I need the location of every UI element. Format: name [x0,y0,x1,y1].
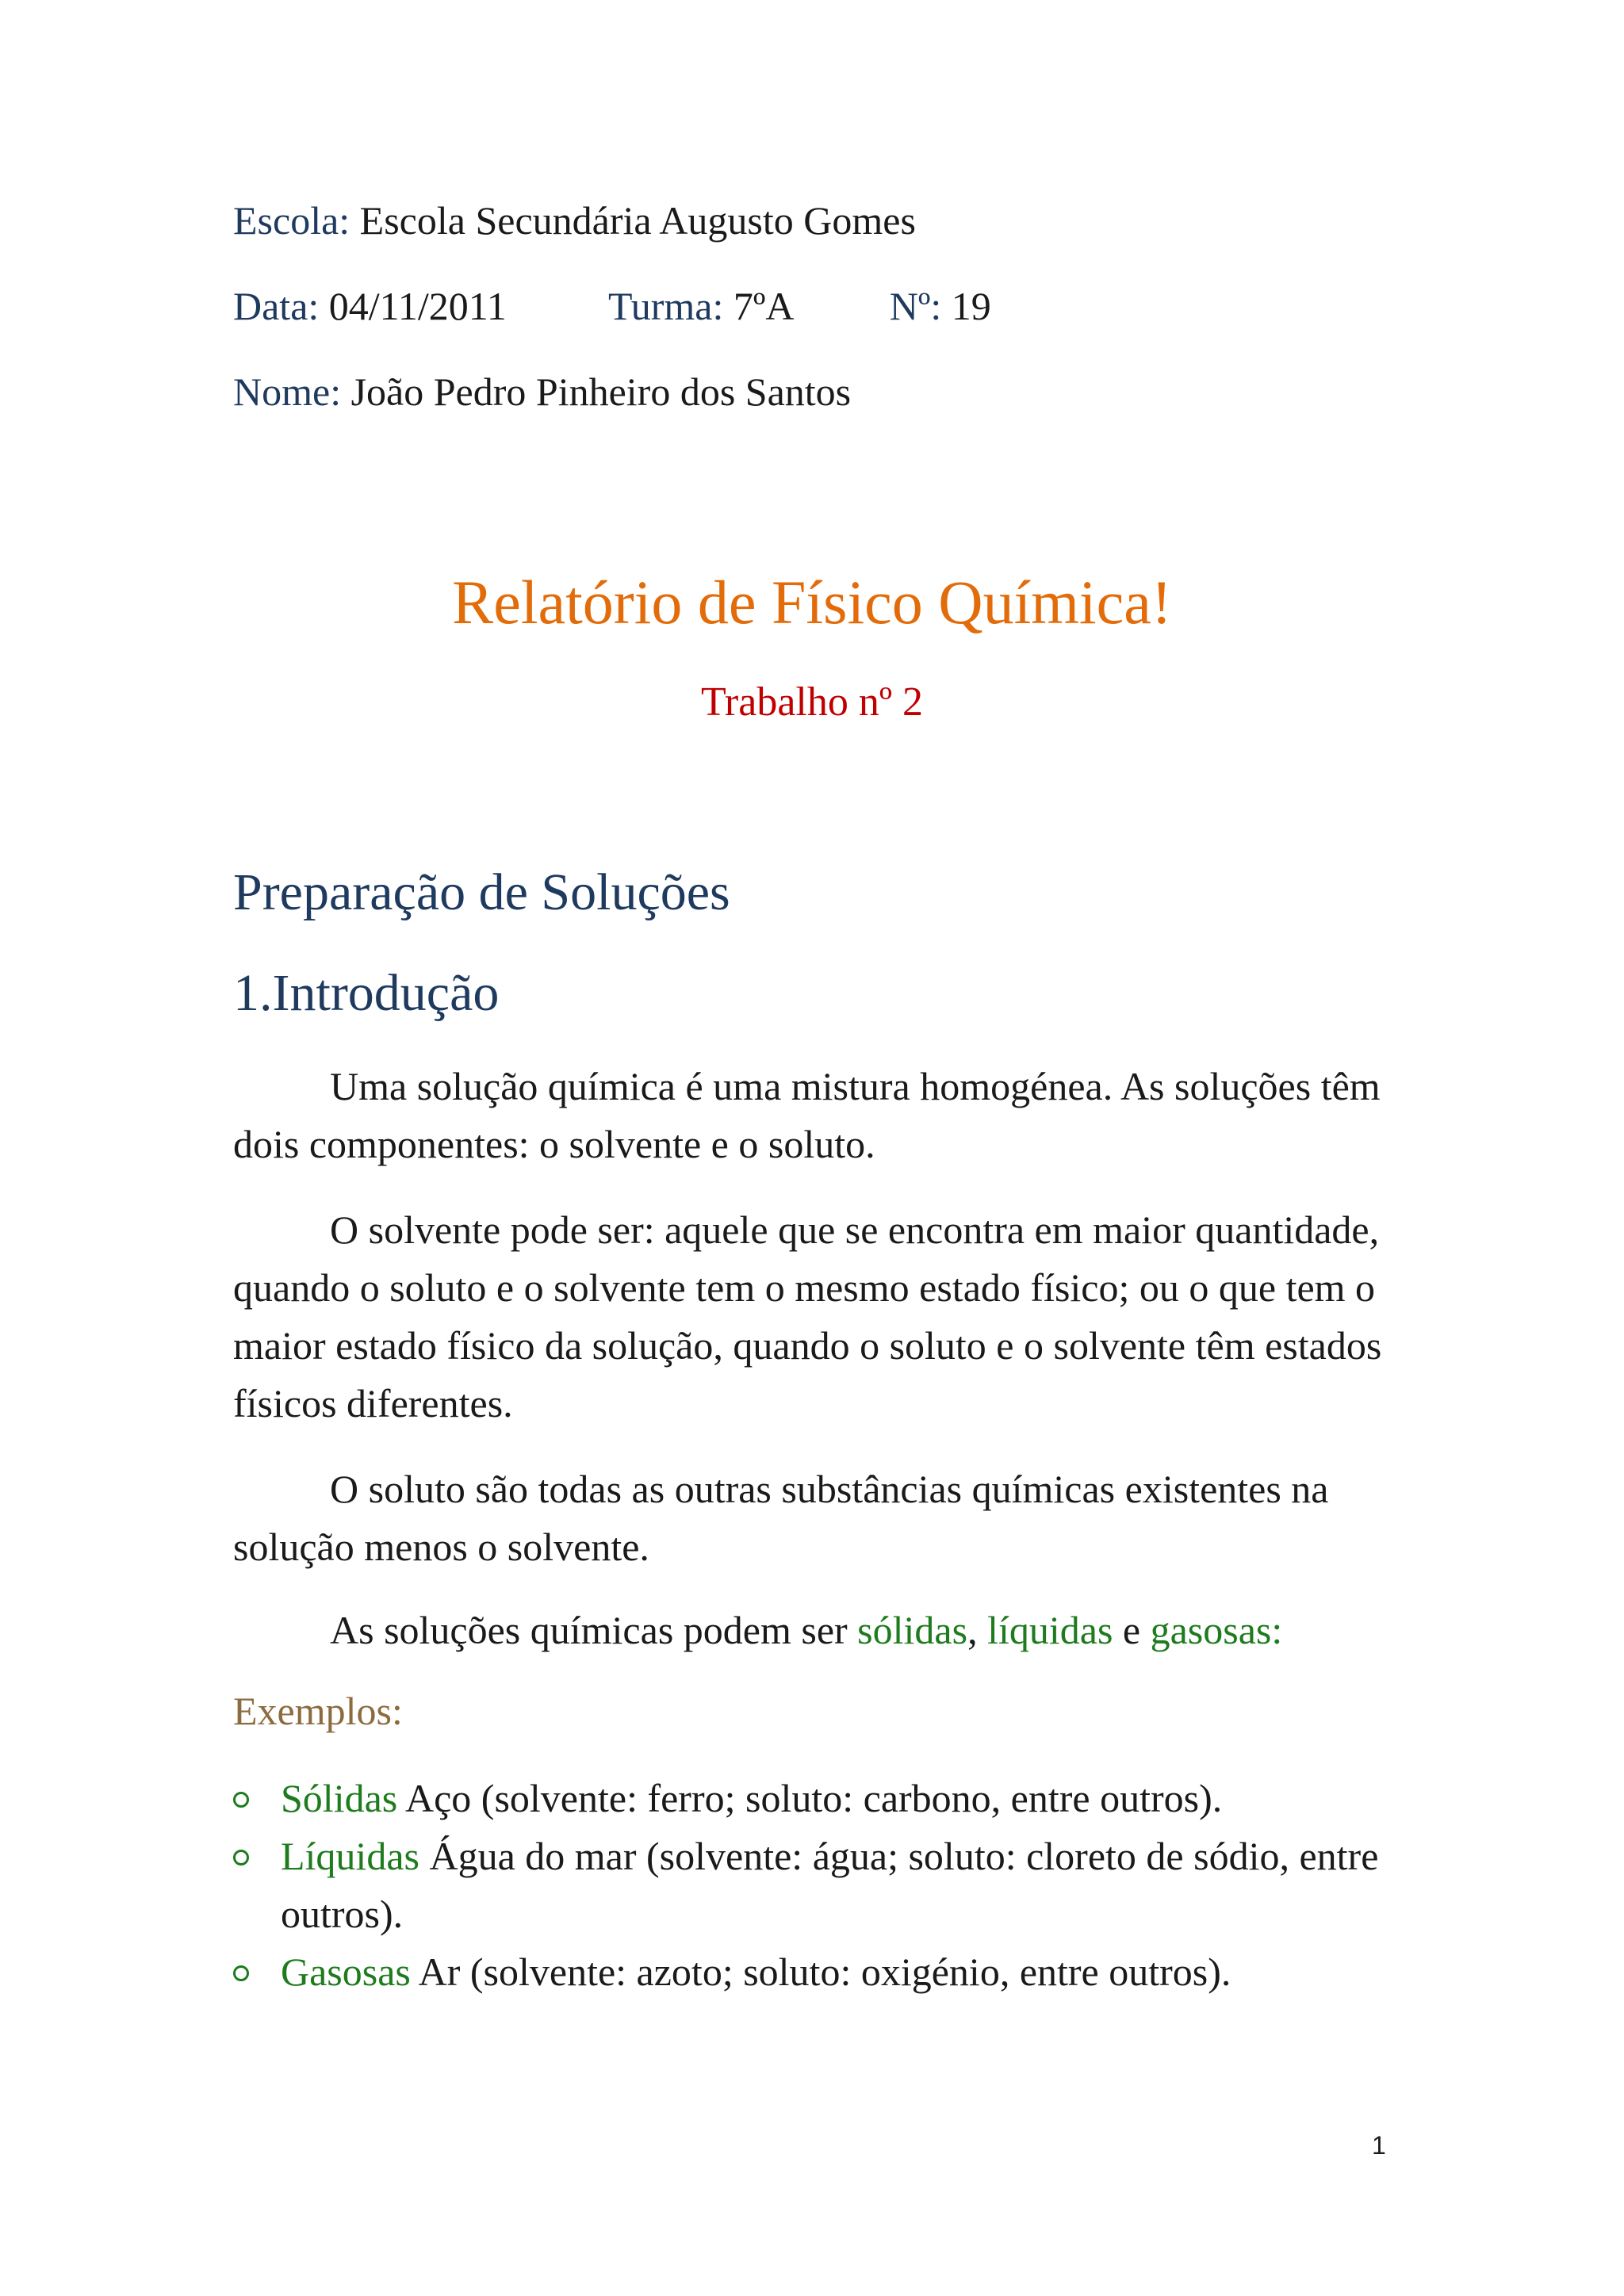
name-label: Nome: [233,369,342,414]
example-text: Aço (solvente: ferro; soluto: carbono, entre outros). [397,1776,1223,1820]
paragraph-solvent-definition: O solvente pode ser: aquele que se encontra em maior quantidade, quando o soluto e o solvente tem o mesmo estado físico; ou o que tem o maior estado físico da solução, quando o soluto e o solvente têm estados físicos diferentes. [233,1207,1382,1425]
school-value: Escola Secundária Augusto Gomes [359,198,916,243]
paragraph-solution-definition: Uma solução química é uma mistura homogénea. As soluções têm dois componentes: o solvente e o soluto. [233,1064,1381,1166]
name-line [233,368,851,415]
type-gasosas: gasosas: [1150,1608,1283,1652]
page-number: 1 [1372,2131,1386,2160]
examples-list [233,1770,1407,2001]
class-value: 7ºA [733,284,792,328]
type-liquidas: líquidas [987,1608,1113,1652]
example-term: Sólidas [281,1776,398,1820]
example-term: Líquidas [281,1834,419,1878]
section-heading: Preparação de Soluções [233,863,730,921]
bullet-circle-icon [233,1792,249,1808]
types-prefix: As soluções químicas podem ser [330,1608,858,1652]
list-item [233,1770,1407,1827]
types-sep-1: , [967,1608,988,1652]
date-class-number-line [233,282,991,330]
examples-label: Exemplos: [233,1689,403,1733]
school-label: Escola: [233,198,350,243]
number-value: 19 [951,284,991,328]
document-title: Relatório de Físico Química! [452,568,1172,637]
list-item [233,1943,1407,2001]
example-term: Gasosas [281,1950,411,1994]
bullet-circle-icon [233,1850,249,1866]
example-text: Ar (solvente: azoto; soluto: oxigénio, entre outros). [410,1950,1231,1994]
class-label: Turma: [607,284,724,328]
document-subtitle: Trabalho nº 2 [701,679,923,725]
date-label: Data: [233,284,320,328]
list-item [233,1827,1407,1943]
paragraph-solution-types [233,1601,1423,1659]
number-label: Nº: [889,284,942,328]
intro-heading: 1.Introdução [233,964,500,1022]
example-text: Água do mar (solvente: água; soluto: cloreto de sódio, entre outros). [281,1834,1379,1936]
type-solidas: sólidas [857,1608,968,1652]
school-line [233,197,916,244]
bullet-circle-icon [233,1965,249,1981]
date-value: 04/11/2011 [328,284,507,328]
name-value: João Pedro Pinheiro dos Santos [350,369,852,414]
types-sep-2: e [1113,1608,1151,1652]
paragraph-solute-definition: O soluto são todas as outras substâncias químicas existentes na solução menos o solvente. [233,1467,1329,1569]
